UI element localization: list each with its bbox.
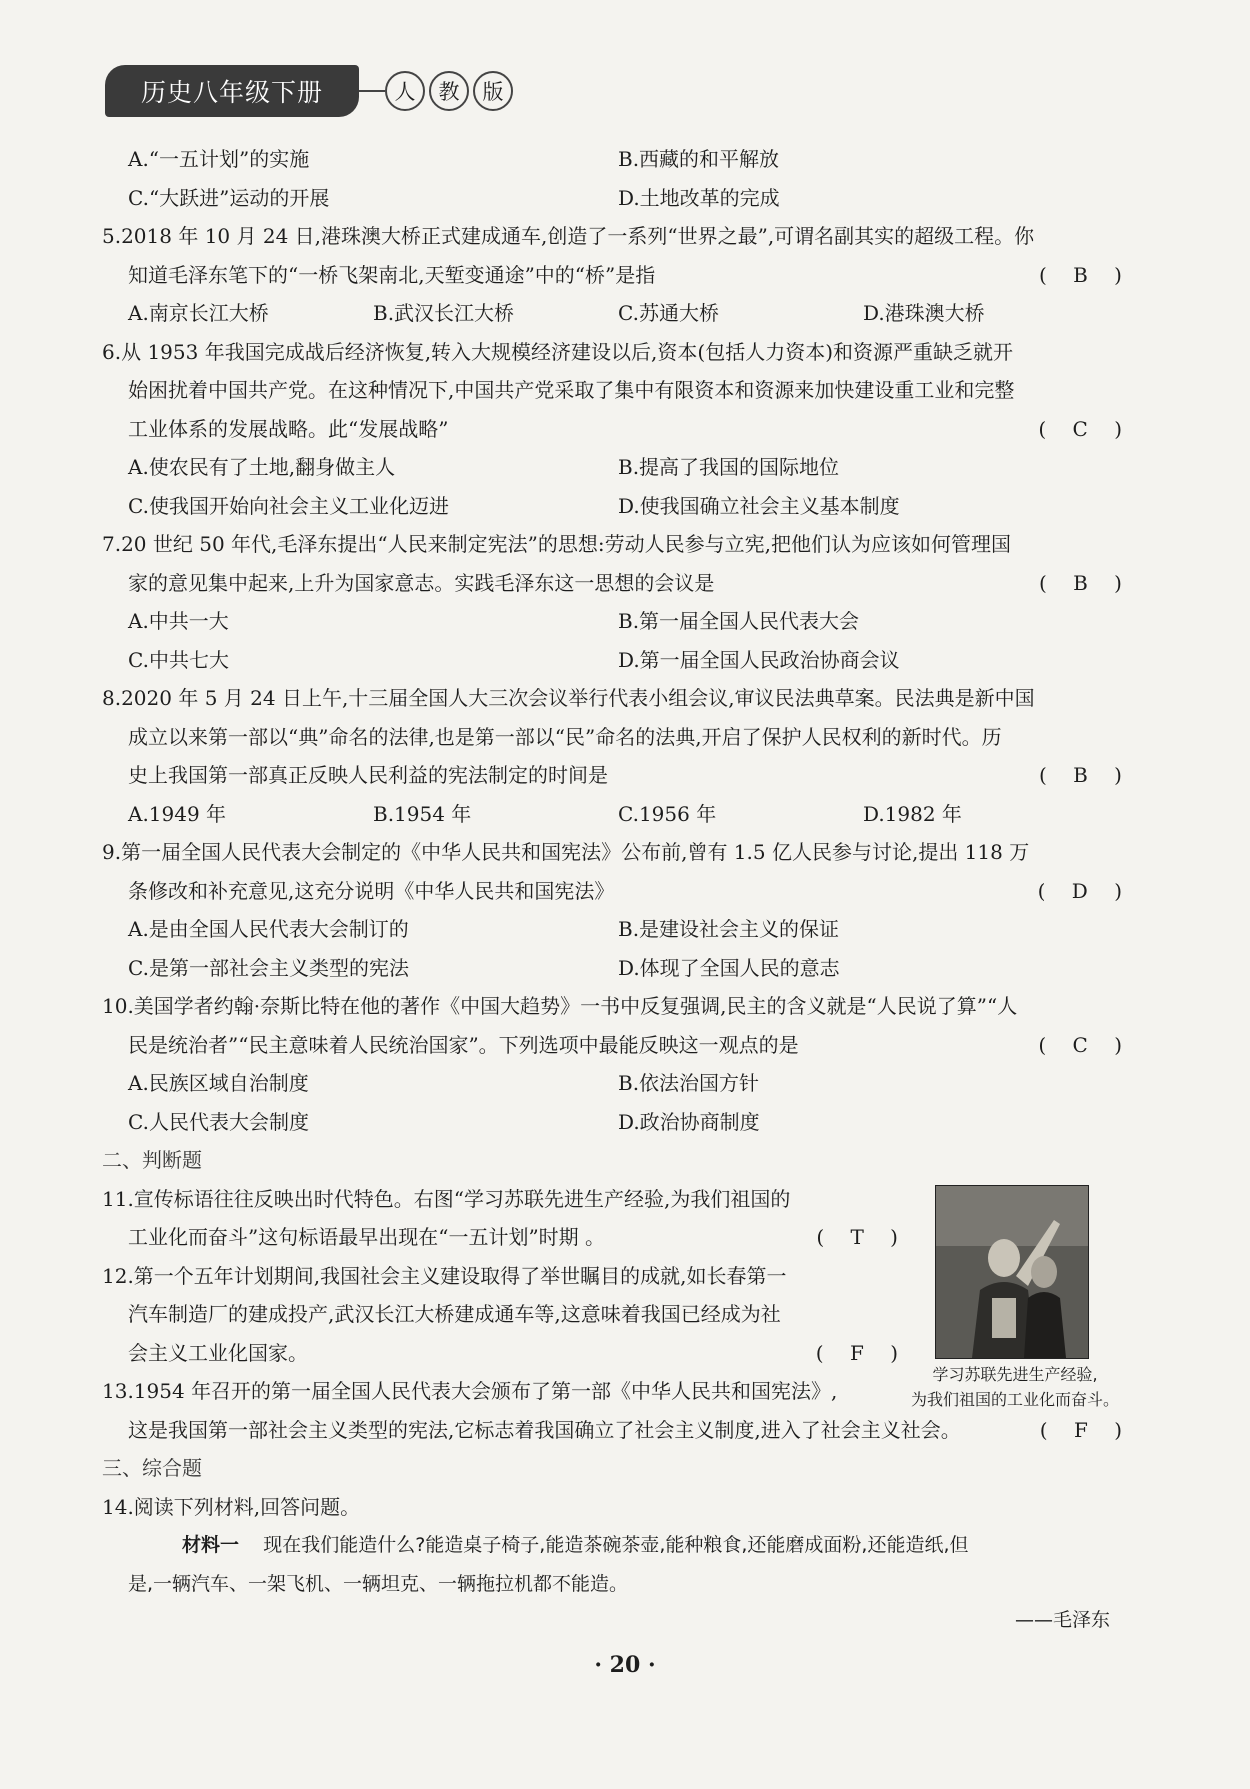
q5-option-d: D.港珠澳大桥 (863, 301, 985, 325)
q4-options-row-2 (102, 179, 1132, 218)
q5-answer: ( B ) (1038, 262, 1132, 287)
page-header (105, 65, 513, 117)
q5-stem-line-1: 5.2018 年 10 月 24 日,港珠澳大桥正式建成通车,创造了一系列“世界之最”,可谓名副其实的超级工程。你 (102, 224, 1035, 248)
q13-stem-line-2 (102, 1411, 1132, 1450)
book-title: 历史八年级下册 (105, 65, 359, 117)
q9-options-row-1 (102, 910, 1132, 949)
q9-option-b: B.是建设社会主义的保证 (618, 917, 840, 941)
q14-stem-line-1: 14.阅读下列材料,回答问题。 (102, 1494, 361, 1519)
q7-option-c: C.中共七大 (128, 647, 229, 672)
header-divider (359, 90, 385, 92)
q12-stem-line-3 (102, 1334, 908, 1373)
q6-option-d: D.使我国确立社会主义基本制度 (618, 493, 900, 518)
q14-material-text-1: 现在我们能造什么?能造桌子椅子,能造茶碗茶壶,能种粮食,还能磨成面粉,还能造纸,但 (263, 1534, 969, 1556)
q7-option-a: A.中共一大 (128, 609, 229, 633)
q10-options-row-2 (102, 1103, 1132, 1142)
q6-stem-line-1: 6.从 1953 年我国完成战后经济恢复,转入大规模经济建设以后,资本(包括人力资本)和资源严重缺乏就开 (102, 339, 1014, 364)
q14-material-label: 材料一 (182, 1534, 240, 1556)
q9-stem-text: 条修改和补充意见,这充分说明《中华人民共和国宪法》 (128, 878, 615, 903)
q8-stem-line-2: 成立以来第一部以“典”命名的法律,也是第一部以“民”命名的法典,开启了保护人民权利的新时代。历 (128, 724, 1002, 749)
q7-options-row-1 (102, 602, 1132, 641)
q7-answer: ( B ) (1038, 570, 1132, 595)
q6-stem-line-2: 始困扰着中国共产党。在这种情况下,中国共产党采取了集中有限资本和资源来加快建设重工业和完整 (128, 378, 1015, 402)
q9-option-d: D.体现了全国人民的意志 (618, 955, 840, 980)
q11-stem-line-1: 11.宣传标语往往反映出时代特色。右图“学习苏联先进生产经验,为我们祖国的 (102, 1186, 791, 1211)
q13-stem-text: 这是我国第一部社会主义类型的宪法,它标志着我国确立了社会主义制度,进入了社会主义社会。 (128, 1417, 961, 1442)
q5-stem-text: 知道毛泽东笔下的“一桥飞架南北,天堑变通途”中的“桥”是指 (128, 262, 656, 287)
q12-answer: ( F ) (815, 1340, 908, 1365)
q6-option-c: C.使我国开始向社会主义工业化迈进 (128, 493, 449, 518)
q7-option-d: D.第一届全国人民政治协商会议 (618, 647, 900, 672)
q6-option-b: B.提高了我国的国际地位 (618, 455, 840, 479)
q14-material-line-1 (102, 1526, 1132, 1565)
q12-stem-text: 会主义工业化国家。 (128, 1340, 308, 1365)
q13-stem-line-1: 13.1954 年召开的第一届全国人民代表大会颁布了第一部《中华人民共和国宪法》, (102, 1379, 838, 1403)
q8-stem-line-1: 8.2020 年 5 月 24 日上午,十三届全国人大三次会议举行代表小组会议,审议民法典草案。民法典是新中国 (102, 686, 1035, 710)
q6-stem-text: 工业体系的发展战略。此“发展战略” (128, 416, 449, 441)
q10-options-row-1 (102, 1064, 1132, 1103)
q8-options (102, 795, 1132, 834)
q10-option-a: A.民族区域自治制度 (128, 1071, 309, 1095)
propaganda-photo (935, 1185, 1089, 1359)
q10-answer: ( C ) (1038, 1032, 1132, 1057)
photo-caption (885, 1362, 1145, 1412)
q4-option-a: A.“一五计划”的实施 (128, 147, 310, 171)
q6-options-row-2 (102, 487, 1132, 526)
q10-option-c: C.人民代表大会制度 (128, 1109, 309, 1134)
q10-stem-line-2 (102, 1026, 1132, 1065)
q8-option-a: A.1949 年 (128, 801, 227, 826)
q9-stem-line-2 (102, 872, 1132, 911)
q11-stem-line-2 (102, 1218, 908, 1257)
q9-options-row-2 (102, 949, 1132, 988)
q7-stem-line-1: 7.20 世纪 50 年代,毛泽东提出“人民来制定宪法”的思想:劳动人民参与立宪,把他们认为应该如何管理国 (102, 532, 1011, 556)
publisher-char-3: 版 (473, 71, 513, 111)
publisher-badge (385, 71, 513, 111)
q5-option-b: B.武汉长江大桥 (373, 301, 515, 325)
q8-stem-line-3 (102, 756, 1132, 795)
q5-option-a: A.南京长江大桥 (128, 301, 269, 325)
q8-stem-text: 史上我国第一部真正反映人民利益的宪法制定的时间是 (128, 763, 608, 787)
q7-options-row-2 (102, 641, 1132, 680)
q7-option-b: B.第一届全国人民代表大会 (618, 609, 860, 633)
q12-stem-line-2: 汽车制造厂的建成投产,武汉长江大桥建成通车等,这意味着我国已经成为社 (128, 1302, 781, 1326)
photo-caption-line-1: 学习苏联先进生产经验, (932, 1365, 1098, 1384)
q5-options (102, 294, 1132, 333)
q9-option-a: A.是由全国人民代表大会制订的 (128, 917, 409, 941)
publisher-char-2: 教 (429, 71, 469, 111)
q10-stem-line-1: 10.美国学者约翰·奈斯比特在他的著作《中国大趋势》一书中反复强调,民主的含义就是“人民说了算”“人 (102, 994, 1018, 1018)
photo-illustration (936, 1186, 1088, 1358)
q4-option-d: D.土地改革的完成 (618, 185, 780, 210)
q10-option-d: D.政治协商制度 (618, 1109, 760, 1134)
section-heading-judgment: 二、判断题 (102, 1148, 202, 1172)
q6-option-a: A.使农民有了土地,翻身做主人 (128, 455, 396, 479)
q5-stem-line-2 (102, 256, 1132, 295)
q6-stem-line-3 (102, 410, 1132, 449)
q9-answer: ( D ) (1037, 878, 1132, 903)
q13-answer: ( F ) (1039, 1417, 1132, 1442)
q8-option-d: D.1982 年 (863, 801, 962, 826)
q9-stem-line-1: 9.第一届全国人民代表大会制定的《中华人民共和国宪法》公布前,曾有 1.5 亿人民参与讨论,提出 118 万 (102, 840, 1030, 864)
q5-option-c: C.苏通大桥 (618, 301, 719, 325)
q8-option-b: B.1954 年 (373, 801, 472, 826)
q7-stem-line-2 (102, 564, 1132, 603)
q11-answer: ( T ) (816, 1225, 908, 1249)
q7-stem-text: 家的意见集中起来,上升为国家意志。实践毛泽东这一思想的会议是 (128, 570, 715, 595)
q11-stem-text: 工业化而奋斗”这句标语最早出现在“一五计划”时期 。 (128, 1225, 606, 1249)
q14-material-source: ——毛泽东 (1014, 1609, 1110, 1631)
q4-option-b: B.西藏的和平解放 (618, 147, 780, 171)
q6-answer: ( C ) (1038, 416, 1132, 441)
q8-answer: ( B ) (1038, 763, 1132, 787)
photo-caption-line-2: 为我们祖国的工业化而奋斗。 (910, 1390, 1119, 1409)
page-number: · 20 · (594, 1652, 656, 1678)
q10-stem-text: 民是统治者”“民主意味着人民统治国家”。下列选项中最能反映这一观点的是 (128, 1032, 799, 1057)
section-heading-comprehensive: 三、综合题 (102, 1456, 202, 1480)
q4-option-c: C.“大跃进”运动的开展 (128, 185, 330, 210)
q14-material-line-2: 是,一辆汽车、一架飞机、一辆坦克、一辆拖拉机都不能造。 (128, 1572, 629, 1595)
q9-option-c: C.是第一部社会主义类型的宪法 (128, 955, 409, 980)
q6-options-row-1 (102, 448, 1132, 487)
q4-options-row-1 (102, 140, 1132, 179)
q8-option-c: C.1956 年 (618, 801, 717, 826)
q12-stem-line-1: 12.第一个五年计划期间,我国社会主义建设取得了举世瞩目的成就,如长春第一 (102, 1263, 787, 1288)
publisher-char-1: 人 (385, 71, 425, 111)
q10-option-b: B.依法治国方针 (618, 1071, 760, 1095)
